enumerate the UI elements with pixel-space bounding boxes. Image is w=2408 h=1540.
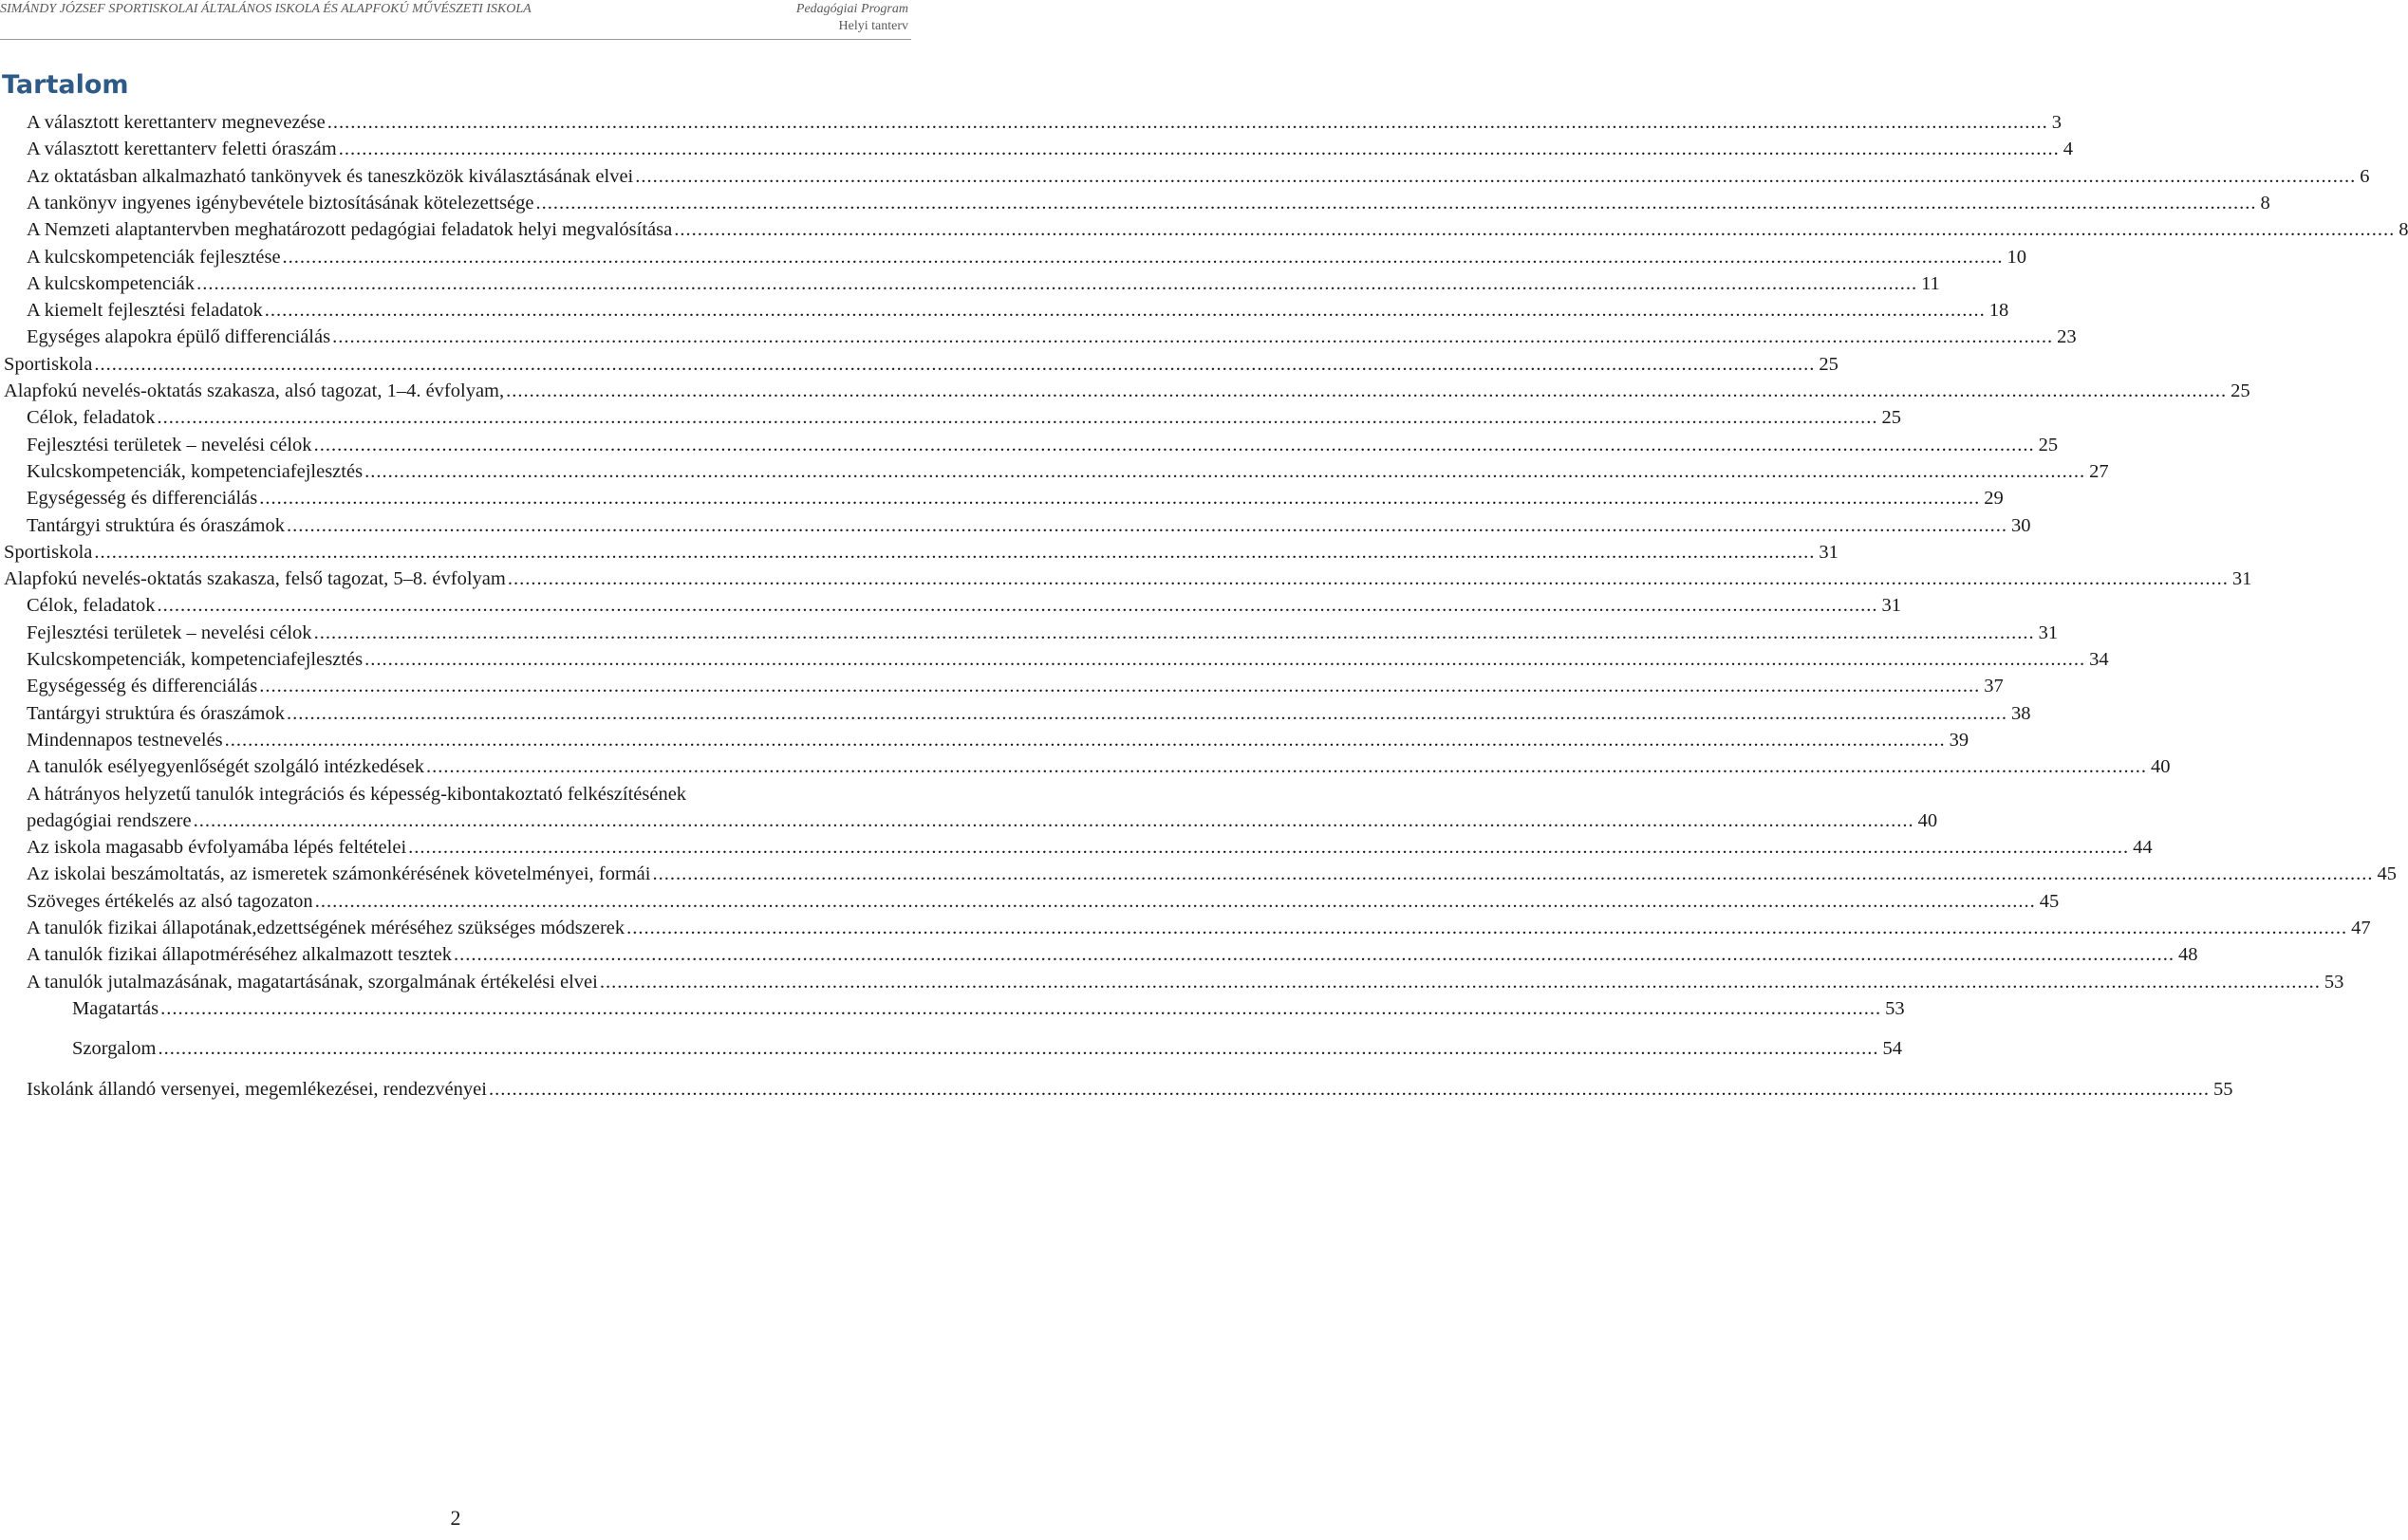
toc-entry[interactable]	[27, 216, 2408, 243]
toc-entry-text: Mindennapos testnevelés	[27, 729, 223, 751]
toc-entry[interactable]	[27, 404, 1901, 431]
toc-entry-text: Iskolánk állandó versenyei, megemlékezései, rendezvényei	[27, 1078, 487, 1100]
toc-entry-text: Egységesség és differenciálás	[27, 676, 258, 697]
toc-page-number: 55	[2212, 1078, 2233, 1100]
toc-page-number: 25	[2231, 380, 2250, 401]
toc-page-number: 18	[1988, 300, 2009, 322]
toc-entry-text[interactable]: A hátrányos helyzetű tanulók integrációs és képesség-kibontakoztató felkészítésének	[27, 783, 687, 805]
toc-entry-text: Magatartás	[72, 997, 159, 1019]
toc-entry[interactable]	[4, 539, 1839, 566]
dot-leader	[196, 270, 1917, 297]
toc-entry-text: Az iskola magasabb évfolyamába lépés feltételei	[27, 837, 407, 859]
toc-entry-text: Alapfokú nevelés-oktatás szakasza, felső tagozat, 5–8. évfolyam	[4, 568, 506, 590]
dot-leader	[94, 539, 1815, 566]
toc-entry[interactable]	[27, 727, 1969, 753]
dot-leader	[489, 1076, 2210, 1103]
toc-page-number: 29	[1984, 488, 2004, 510]
toc-entry[interactable]	[4, 351, 1839, 378]
toc-entry-text: A választott kerettanterv megnevezése	[27, 112, 326, 133]
header-rule	[0, 39, 911, 40]
toc-page-number: 40	[2150, 756, 2171, 778]
toc-page-number: 34	[2089, 649, 2109, 670]
toc-entry-text: Célok, feladatok	[27, 407, 156, 429]
dot-leader	[194, 807, 1914, 834]
dot-leader	[259, 673, 1980, 699]
page-number: 2	[450, 1506, 461, 1530]
dot-leader	[506, 378, 2227, 404]
dot-leader	[426, 753, 2147, 780]
dot-leader	[408, 834, 2129, 861]
toc-entry-text: Tantárgyi struktúra és óraszámok	[27, 702, 286, 724]
toc-page-number: 37	[1984, 676, 2004, 697]
toc-page-number: 30	[2011, 514, 2031, 536]
toc-entry-text: Szorgalom	[72, 1038, 157, 1060]
dot-leader	[158, 1035, 1878, 1062]
dot-leader	[157, 404, 1877, 431]
toc-entry-text: A tanulók esélyegyenlőségét szolgáló intézkedések	[27, 756, 424, 778]
section-name: Helyi tanterv	[838, 19, 908, 33]
dot-leader	[652, 861, 2373, 887]
toc-entry[interactable]	[27, 807, 1938, 834]
toc-page-number: 8	[2260, 192, 2270, 213]
toc-entry[interactable]	[27, 753, 2171, 780]
toc-page-number: 6	[2360, 165, 2370, 187]
dot-leader	[283, 244, 2004, 270]
dot-leader	[508, 566, 2229, 592]
toc-entry[interactable]	[72, 995, 1905, 1022]
toc-entry-text: Sportiskola	[4, 353, 93, 375]
toc-entry-text: Fejlesztési területek – nevelési célok	[27, 434, 312, 455]
toc-page-number: 25	[2038, 434, 2059, 455]
toc-page-number: 31	[2231, 568, 2252, 590]
dot-leader	[225, 727, 1946, 753]
toc-page-number: 53	[1885, 997, 1905, 1019]
toc-entry[interactable]	[27, 324, 2077, 350]
toc-page-number: 25	[1819, 353, 1839, 375]
toc-entry[interactable]	[27, 190, 2270, 216]
toc-page-number: 27	[2089, 460, 2109, 482]
dot-leader	[314, 432, 2035, 458]
toc-entry-text: A tanulók fizikai állapotméréséhez alkalmazott tesztek	[27, 944, 452, 966]
dot-leader	[332, 324, 2053, 350]
toc-entry[interactable]	[27, 888, 2060, 915]
dot-leader	[327, 109, 2048, 136]
toc-entry[interactable]	[27, 244, 2027, 270]
toc-entry-text: Sportiskola	[4, 541, 93, 563]
toc-page-number: 39	[1949, 729, 1969, 751]
toc-entry[interactable]	[27, 969, 2344, 995]
toc-page-number: 47	[2351, 918, 2371, 938]
toc-entry-text: Kulcskompetenciák, kompetenciafejlesztés	[27, 649, 364, 670]
dot-leader	[600, 969, 2321, 995]
toc-entry-text: pedagógiai rendszere	[27, 809, 192, 831]
dot-leader	[259, 485, 1980, 511]
toc-page-number: 44	[2133, 837, 2153, 859]
dot-leader	[364, 646, 2085, 673]
toc-page-number: 11	[1921, 272, 1940, 294]
toc-page-number: 31	[2038, 622, 2059, 643]
toc-entry[interactable]	[27, 700, 2031, 727]
toc-entry[interactable]	[4, 378, 2250, 404]
toc-entry[interactable]	[27, 297, 2009, 324]
dot-leader	[364, 458, 2085, 485]
toc-entry-text: A választott kerettanterv feletti óraszám	[27, 139, 337, 160]
toc-entry[interactable]	[27, 512, 2031, 539]
toc-entry[interactable]	[27, 163, 2370, 190]
dot-leader	[287, 512, 2007, 539]
toc-entry-text: Tantárgyi struktúra és óraszámok	[27, 514, 286, 536]
toc-page-number: 40	[1917, 809, 1938, 831]
dot-leader	[287, 700, 2007, 727]
toc-page-number: 48	[2177, 944, 2198, 966]
toc-entry-text: Egységes alapokra épülő differenciálás	[27, 326, 331, 348]
toc-entry[interactable]	[27, 485, 2004, 511]
toc-page-number: 4	[2063, 139, 2073, 160]
dot-leader	[674, 216, 2395, 243]
toc-entry[interactable]	[4, 566, 2252, 592]
toc-entry[interactable]	[27, 620, 2059, 646]
toc-page-number: 31	[1819, 541, 1839, 563]
toc-entry-text: A Nemzeti alaptantervben meghatározott pedagógiai feladatok helyi megvalósítása	[27, 219, 673, 241]
toc-entry[interactable]	[27, 861, 2397, 887]
toc-entry[interactable]	[27, 646, 2109, 673]
toc-entry[interactable]	[27, 673, 2004, 699]
toc-entry-text: A tankönyv ingyenes igénybevétele biztosításának kötelezettsége	[27, 192, 534, 213]
toc-entry-text: A tanulók jutalmazásának, magatartásának, szorgalmának értékelési elvei	[27, 971, 598, 993]
toc-page-number: 23	[2057, 326, 2077, 348]
toc-entry[interactable]	[27, 834, 2153, 861]
toc-entry[interactable]	[27, 915, 2371, 941]
toc-entry[interactable]	[27, 1076, 2233, 1103]
toc-entry[interactable]	[27, 432, 2059, 458]
dot-leader	[94, 351, 1815, 378]
toc-entry-text: Fejlesztési területek – nevelési célok	[27, 622, 312, 643]
toc-entry-text: Célok, feladatok	[27, 595, 156, 617]
toc-page-number: 53	[2324, 971, 2344, 993]
toc-entry[interactable]	[27, 270, 1940, 297]
toc-page-number: 25	[1881, 407, 1901, 429]
toc-page-number: 45	[2377, 863, 2397, 885]
program-name: Pedagógiai Program	[795, 2, 908, 16]
page-header	[0, 0, 911, 40]
dot-leader	[454, 941, 2175, 968]
dot-leader	[339, 136, 2060, 162]
toc-entry[interactable]	[27, 109, 2063, 136]
toc-entry-text: Alapfokú nevelés-oktatás szakasza, alsó tagozat, 1–4. évfolyam,	[4, 380, 505, 401]
dot-leader	[160, 995, 1881, 1022]
toc-page-number: 54	[1882, 1038, 1902, 1060]
toc-entry[interactable]	[72, 1035, 1902, 1062]
toc-entry-text: Egységesség és differenciálás	[27, 488, 258, 510]
toc-entry-text: Az oktatásban alkalmazható tankönyvek és taneszközök kiválasztásának elvei	[27, 165, 634, 187]
toc-entry-text: Szöveges értékelés az alsó tagozaton	[27, 890, 313, 912]
toc-page-number: 8	[2399, 219, 2408, 241]
toc-entry-text: Az iskolai beszámoltatás, az ismeretek számonkérésének követelményei, formái	[27, 863, 651, 885]
toc-entry-text: A tanulók fizikai állapotának,edzettségének méréséhez szükséges módszerek	[27, 918, 625, 938]
toc-entry[interactable]	[27, 941, 2198, 968]
dot-leader	[626, 915, 2347, 941]
toc-entry-text: A kulcskompetenciák	[27, 272, 196, 294]
toc-page-number: 3	[2051, 112, 2063, 133]
school-name: SIMÁNDY JÓZSEF SPORTISKOLAI ÁLTALÁNOS ISKOLA ÉS ALAPFOKÚ MŰVÉSZETI ISKOLA	[0, 2, 532, 16]
toc-page-number: 45	[2039, 890, 2060, 912]
dot-leader	[536, 190, 2257, 216]
toc-entry-text: Kulcskompetenciák, kompetenciafejlesztés	[27, 460, 364, 482]
toc-title: Tartalom	[2, 70, 129, 100]
toc-entry-text: A kulcskompetenciák fejlesztése	[27, 246, 281, 268]
toc-entry[interactable]	[27, 136, 2073, 162]
dot-leader	[157, 592, 1877, 619]
toc-page-number: 10	[2007, 246, 2027, 268]
toc-page-number: 38	[2011, 702, 2031, 724]
dot-leader	[315, 888, 2036, 915]
toc-entry-text: A kiemelt fejlesztési feladatok	[27, 300, 263, 322]
toc-entry[interactable]	[27, 458, 2109, 485]
dot-leader	[314, 620, 2035, 646]
dot-leader	[265, 297, 1986, 324]
dot-leader	[635, 163, 2356, 190]
toc-page-number: 31	[1881, 595, 1901, 617]
toc-entry[interactable]	[27, 592, 1901, 619]
